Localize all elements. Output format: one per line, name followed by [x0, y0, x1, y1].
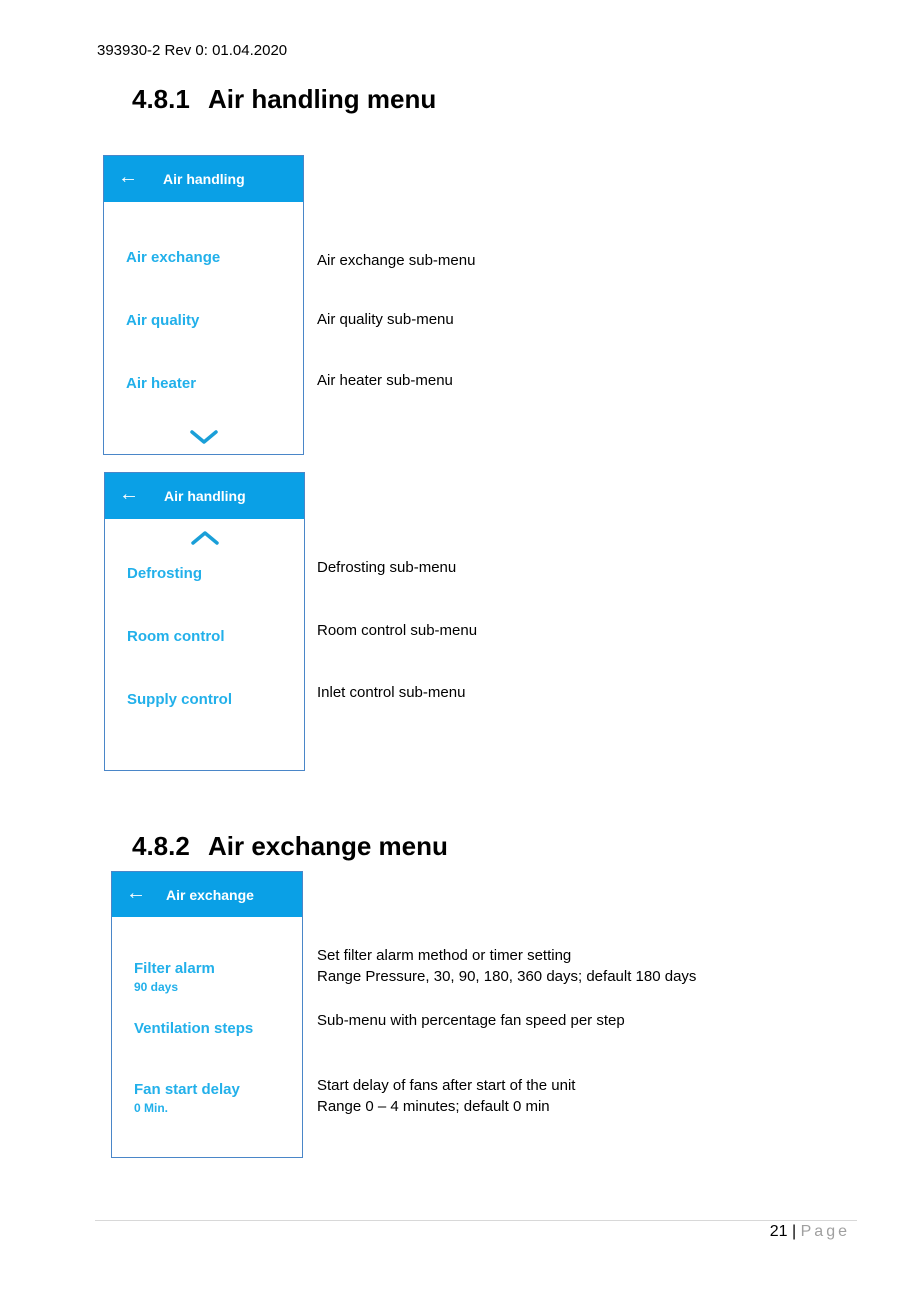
item-label: Fan start delay [134, 1081, 240, 1098]
description-line: Start delay of fans after start of the unit [317, 1077, 576, 1094]
description-air-exchange: Air exchange sub-menu [317, 252, 476, 269]
description-line: Set filter alarm method or timer setting [317, 947, 572, 964]
section-title: Air handling menu [208, 84, 437, 114]
description-line: Range Pressure, 30, 90, 180, 360 days; default 180 days [317, 968, 697, 985]
menu-item-air-exchange[interactable]: Air exchange [126, 249, 221, 266]
back-arrow-icon[interactable]: ← [119, 483, 139, 505]
title-bar [112, 872, 302, 917]
description-ventilation-steps [317, 1010, 625, 1031]
item-value: 90 days [134, 980, 179, 994]
section-number: 4.8.1 [132, 84, 190, 114]
menu-item-defrosting[interactable]: Defrosting [127, 565, 202, 582]
page-footer [770, 1223, 850, 1241]
menu-item-filter-alarm[interactable] [134, 960, 215, 994]
document-id: 393930-2 Rev 0: 01.04.2020 [97, 42, 288, 59]
menu-item-supply-control[interactable]: Supply control [127, 691, 232, 708]
back-arrow-icon[interactable]: ← [126, 882, 146, 904]
menu-item-air-heater[interactable]: Air heater [126, 375, 197, 392]
item-value: 0 Min. [134, 1101, 169, 1115]
screen-title: Air exchange [166, 887, 254, 903]
air-handling-screen-2 [104, 472, 305, 771]
page-number: 21 [769, 1223, 788, 1240]
description-filter-alarm [317, 945, 696, 987]
title-bar [104, 156, 303, 202]
screen-title: Air handling [164, 488, 246, 504]
section-title: Air exchange menu [208, 831, 448, 861]
menu-item-fan-start-delay[interactable] [134, 1081, 240, 1115]
section-heading-4-8-2 [132, 831, 448, 862]
menu-item-ventilation-steps[interactable] [134, 1020, 253, 1037]
item-label: Filter alarm [134, 960, 215, 977]
description-air-quality: Air quality sub-menu [317, 311, 454, 328]
item-label: Ventilation steps [134, 1020, 254, 1037]
air-handling-screen-1 [103, 155, 304, 455]
section-number: 4.8.2 [132, 831, 190, 861]
title-bar [105, 473, 304, 519]
air-exchange-screen [111, 871, 303, 1158]
description-line: Range 0 – 4 minutes; default 0 min [317, 1098, 550, 1115]
menu-item-room-control[interactable]: Room control [127, 628, 225, 645]
section-heading-4-8-1 [132, 84, 436, 115]
footer-separator: | [792, 1223, 797, 1240]
description-fan-start-delay [317, 1075, 575, 1117]
description-room-control: Room control sub-menu [317, 622, 478, 639]
description-defrosting: Defrosting sub-menu [317, 559, 457, 576]
description-line: Sub-menu with percentage fan speed per step [317, 1012, 625, 1029]
description-air-heater: Air heater sub-menu [317, 372, 453, 389]
menu-item-air-quality[interactable]: Air quality [126, 312, 200, 329]
description-inlet-control: Inlet control sub-menu [317, 684, 466, 701]
chevron-up-icon[interactable] [190, 530, 220, 546]
screen-title: Air handling [163, 171, 245, 187]
footer-divider [95, 1220, 857, 1221]
chevron-down-icon[interactable] [189, 429, 219, 445]
back-arrow-icon[interactable]: ← [118, 166, 138, 188]
page-label: Page [800, 1223, 850, 1240]
